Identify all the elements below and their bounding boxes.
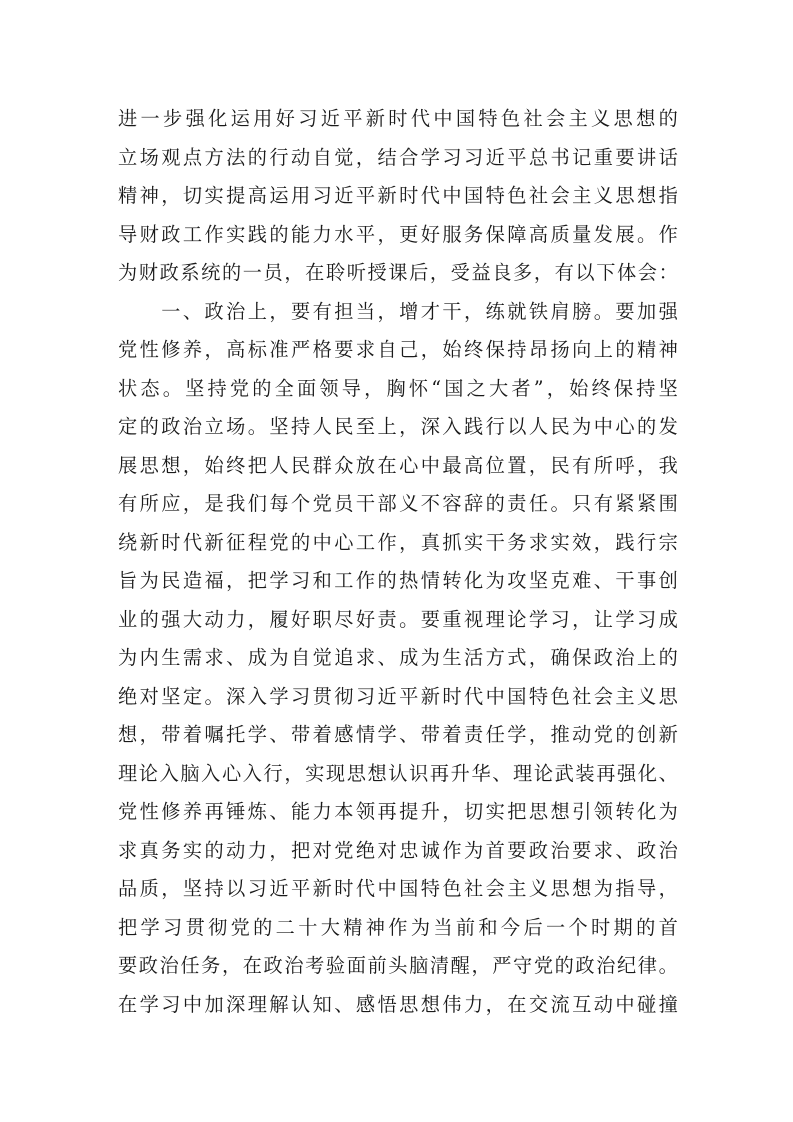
text-line: 品质，坚持以习近平新时代中国特色社会主义思想为指导， (118, 877, 678, 900)
text-line: 党性修养再锤炼、能力本领再提升，切实把思想引领转化为 (118, 800, 678, 823)
text-line: 绕新时代新征程党的中心工作，真抓实干务求实效，践行宗 (118, 530, 678, 554)
text-line: 为内生需求、成为自觉追求、成为生活方式，确保政治上的 (118, 646, 678, 669)
text-line: 把学习贯彻党的二十大精神作为当前和今后一个时期的首 (118, 915, 678, 939)
text-line: 旨为民造福，把学习和工作的热情转化为攻坚克难、干事创 (118, 569, 678, 592)
text-line: 想，带着嘱托学、带着感情学、带着责任学，推动党的创新 (118, 723, 678, 746)
text-line: 定的政治立场。坚持人民至上，深入践行以人民为中心的发 (118, 415, 678, 438)
text-line: 绝对坚定。深入学习贯彻习近平新时代中国特色社会主义思 (118, 684, 678, 708)
text-line: 要政治任务，在政治考验面前头脑清醒，严守党的政治纪律。 (118, 954, 678, 977)
text-line: 展思想，始终把人民群众放在心中最高位置，民有所呼，我 (118, 453, 678, 477)
text-line: 精神，切实提高运用习近平新时代中国特色社会主义思想指 (118, 184, 678, 207)
text-line: 业的强大动力，履好职尽好责。要重视理论学习，让学习成 (118, 607, 678, 631)
text-line: 理论入脑入心入行，实现思想认识再升华、理论武装再强化、 (118, 761, 678, 785)
text-line: 为财政系统的一员，在聆听授课后，受益良多，有以下体会： (118, 261, 678, 284)
section-heading-line: 一、政治上，要有担当，增才干，练就铁肩膀。要加强 (118, 299, 678, 323)
body-text (118, 100, 678, 1024)
text-line: 在学习中加深理解认知、感悟思想伟力，在交流互动中碰撞 (118, 992, 678, 1016)
text-line: 立场观点方法的行动自觉，结合学习习近平总书记重要讲话 (118, 145, 678, 169)
text-line: 状态。坚持党的全面领导，胸怀“国之大者”，始终保持坚 (118, 376, 678, 400)
text-line: 有所应，是我们每个党员干部义不容辞的责任。只有紧紧围 (118, 492, 678, 515)
text-line: 进一步强化运用好习近平新时代中国特色社会主义思想的 (118, 107, 678, 130)
text-line: 党性修养，高标准严格要求自己，始终保持昂扬向上的精神 (118, 338, 678, 361)
text-line: 导财政工作实践的能力水平，更好服务保障高质量发展。作 (118, 222, 678, 246)
text-line: 求真务实的动力，把对党绝对忠诚作为首要政治要求、政治 (118, 838, 678, 862)
